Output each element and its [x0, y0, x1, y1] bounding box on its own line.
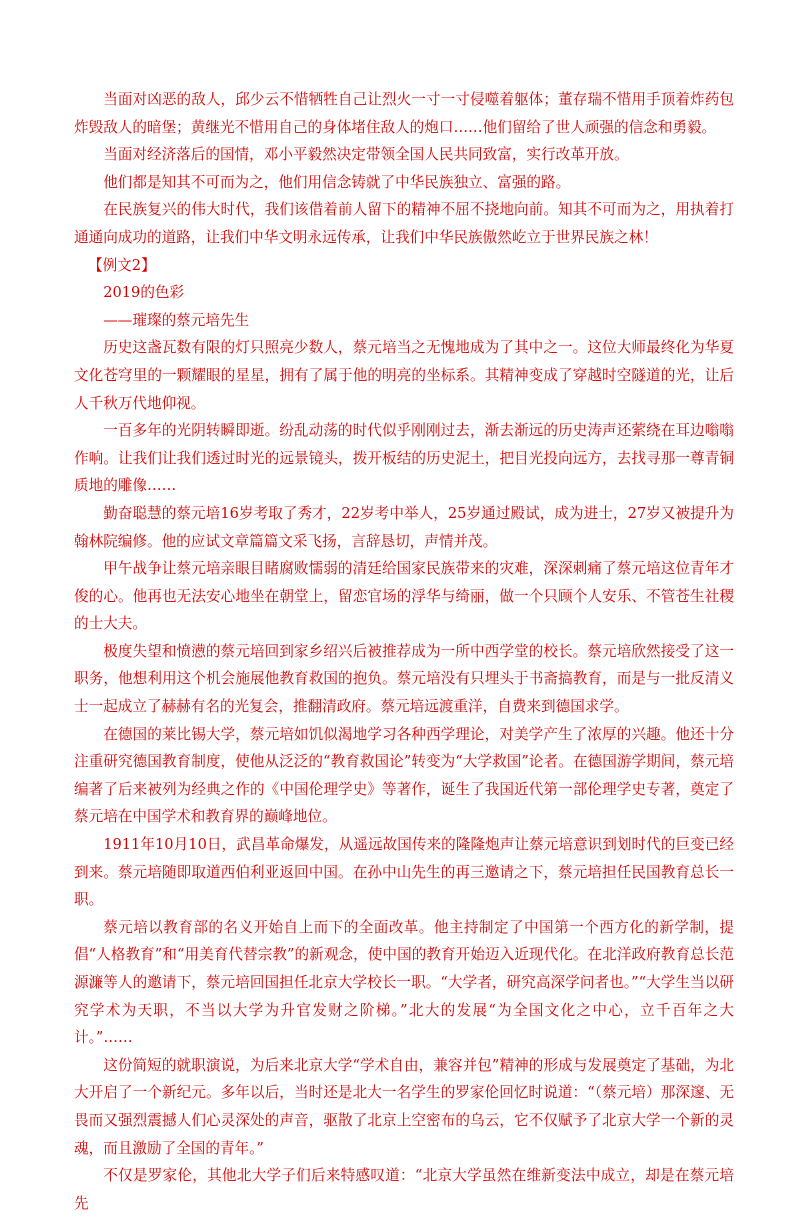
paragraph: 不仅是罗家伦，其他北大学子们后来特感叹道：“北京大学虽然在维新变法中成立，却是在蔡元培先	[74, 1167, 734, 1212]
paragraph: 这份简短的就职演说，为后来北京大学“学术自由，兼容并包”精神的形成与发展奠定了基础，为北大开启了一个新纪元。多年以后，当时还是北大一名学生的罗家伦回忆时说道：“（蔡元培）那深邃、无畏而又强烈震撼人们心灵深处的声音，驱散了北京上空密布的乌云，它不仅赋予了北京大学一个新的灵魂，而且激励了全国的青年。”	[74, 1056, 734, 1157]
paragraph: 当面对凶恶的敌人，邱少云不惜牺牲自己让烈火一寸一寸侵噬着躯体；董存瑞不惜用手顶着炸药包炸毁敌人的暗堡；黄继光不惜用自己的身体堵住敌人的炮口……他们留给了世人顽强的信念和勇毅。	[74, 91, 734, 136]
paragraph: 1911年10月10日，武昌革命爆发，从遥远故国传来的隆隆炮声让蔡元培意识到划时代的巨变已经到来。蔡元培随即取道西伯利亚返回中国。在孙中山先生的再三邀请之下，蔡元培担任民国教育总长一职。	[74, 836, 734, 909]
essay-title: 2019的色彩	[103, 284, 185, 302]
paragraph: 历史这盏瓦数有限的灯只照亮少数人，蔡元培当之无愧地成为了其中之一。这位大师最终化为华夏文化苍穹里的一颗耀眼的星星，拥有了属于他的明亮的坐标系。其精神变成了穿越时空隧道的光，让后人千秋万代地仰视。	[74, 339, 734, 412]
essay-subtitle: ——璀璨的蔡元培先生	[103, 311, 250, 329]
document-page	[74, 86, 734, 1217]
paragraph: 他们都是知其不可而为之，他们用信念铸就了中华民族独立、富强的路。	[103, 173, 571, 191]
example-heading: 【例文2】	[88, 256, 156, 274]
paragraph: 甲午战争让蔡元培亲眼目睹腐败懦弱的清廷给国家民族带来的灾难，深深刺痛了蔡元培这位青年才俊的心。他再也无法安心地坐在朝堂上，留恋官场的浮华与绮丽，做一个只顾个人安乐、不管苍生社稷的士大夫。	[74, 560, 734, 633]
paragraph: 当面对经济落后的国情，邓小平毅然决定带领全国人民共同致富，实行改革开放。	[103, 146, 629, 164]
paragraph: 一百多年的光阴转瞬即逝。纷乱动荡的时代似乎刚刚过去，渐去渐远的历史涛声还萦绕在耳边嗡嗡作响。让我们让我们透过时光的远景镜头，拨开板结的历史泥土，把目光投向远方，去找寻那一尊青铜质地的雕像……	[74, 422, 734, 495]
paragraph: 极度失望和愤懑的蔡元培回到家乡绍兴后被推荐成为一所中西学堂的校长。蔡元培欣然接受了这一职务，他想利用这个机会施展他教育救国的抱负。蔡元培没有只埋头于书斋搞教育，而是与一批反清义士一起成立了赫赫有名的光复会，推翻清政府。蔡元培远渡重洋，自费来到德国求学。	[74, 642, 734, 716]
paragraph: 在民族复兴的伟大时代，我们该借着前人留下的精神不屈不挠地向前。知其不可而为之，用执着打通通向成功的道路，让我们中华文明永远传承，让我们中华民族傲然屹立于世界民族之林！	[74, 201, 734, 246]
paragraph: 在德国的莱比锡大学，蔡元培如饥似渴地学习各种西学理论，对美学产生了浓厚的兴趣。他还十分注重研究德国教育制度，使他从泛泛的“教育救国论”转变为“大学救国”论者。在德国游学期间，蔡元培编著了后来被列为经典之作的《中国伦理学史》等著作，诞生了我国近代第一部伦理学史专著，奠定了蔡元培在中国学术和教育界的巅峰地位。	[74, 725, 734, 826]
paragraph: 勤奋聪慧的蔡元培16岁考取了秀才，22岁考中举人，25岁通过殿试，成为进士，27岁又被提升为翰林院编修。他的应试文章篇篇文采飞扬，言辞恳切，声情并茂。	[74, 504, 734, 550]
paragraph: 蔡元培以教育部的名义开始自上而下的全面改革。他主持制定了中国第一个西方化的新学制，提倡“人格教育”和“用美育代替宗教”的新观念，使中国的教育开始迈入近现代化。在北洋政府教育总长范源濂等人的邀请下，蔡元培回国担任北京大学校长一职。“大学者，研究高深学问者也。”“大学生当以研究学术为天职，不当以大学为升官发财之阶梯。”北大的发展“为全国文化之中心，立千百年之大计。”……	[74, 918, 734, 1047]
